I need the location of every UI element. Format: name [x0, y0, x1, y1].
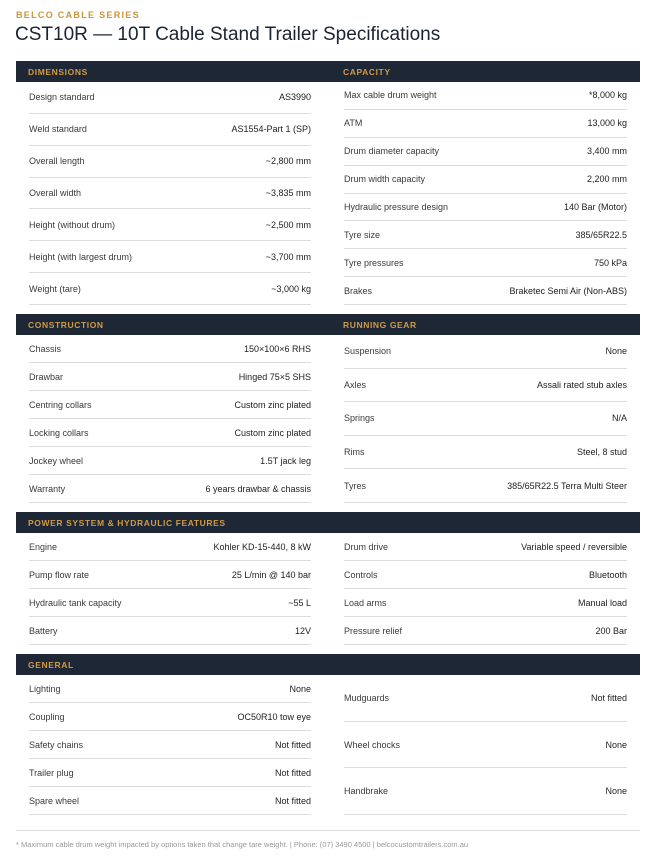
spec-value: 385/65R22.5 Terra Multi Steer — [507, 480, 627, 491]
spec-value: Bluetooth — [588, 569, 627, 580]
spec-label: Pump flow rate — [29, 569, 90, 580]
spec-row — [344, 469, 627, 503]
spec-value: ~2,500 mm — [265, 219, 311, 230]
spec-row — [29, 209, 311, 241]
spec-value: ~3,700 mm — [265, 251, 311, 262]
spec-label: Overall length — [29, 156, 85, 167]
spec-value: 150×100×6 RHS — [243, 343, 311, 354]
spec-label: Controls — [344, 569, 378, 580]
capacity-list — [344, 82, 627, 305]
spec-label: Overall width — [29, 188, 82, 198]
spec-value: *8,000 kg — [588, 90, 627, 101]
spec-value: None — [605, 346, 627, 357]
spec-label: Drawbar — [29, 371, 64, 382]
spec-label: Tyre size — [344, 229, 381, 240]
spec-value: 6 years drawbar & chassis — [205, 483, 311, 494]
spec-label: Chassis — [29, 343, 62, 354]
spec-row — [344, 110, 627, 138]
general-right-list — [344, 675, 627, 815]
spec-row — [344, 82, 627, 110]
spec-value: 385/65R22.5 — [575, 229, 627, 240]
spec-value: AS1554-Part 1 (SP) — [231, 124, 311, 135]
page-title: CST10R — 10T Cable Stand Trailer Specifications — [15, 24, 441, 45]
spec-value: N/A — [611, 413, 627, 424]
construction-list — [29, 335, 311, 503]
spec-value: 1.5T jack leg — [260, 455, 311, 466]
spec-value: Not fitted — [274, 739, 311, 750]
spec-value: ~2,800 mm — [265, 156, 311, 167]
spec-value: None — [605, 786, 627, 797]
spec-label: Springs — [344, 413, 375, 424]
spec-label: Jockey wheel — [29, 455, 84, 466]
spec-row — [29, 114, 311, 146]
spec-row — [29, 675, 311, 703]
spec-row — [29, 82, 311, 114]
section-title-running-gear: RUNNING GEAR — [343, 320, 417, 330]
spec-row — [344, 249, 627, 277]
spec-label: Locking collars — [29, 427, 89, 438]
spec-row — [29, 533, 311, 561]
spec-label: Suspension — [344, 346, 392, 357]
spec-value: Manual load — [577, 597, 627, 608]
general-left-list — [29, 675, 311, 815]
spec-row — [344, 138, 627, 166]
spec-label: Tyres — [344, 480, 367, 491]
spec-row — [29, 589, 311, 617]
power-right-list — [344, 533, 627, 645]
spec-value: OC50R10 tow eye — [237, 711, 311, 722]
spec-value: Not fitted — [274, 767, 311, 778]
spec-row — [29, 146, 311, 178]
spec-value: AS3990 — [278, 92, 311, 103]
spec-label: Height (with largest drum) — [29, 251, 133, 262]
spec-row — [344, 675, 627, 722]
spec-label: Brakes — [344, 285, 373, 296]
spec-row — [344, 533, 627, 561]
spec-value: Braketec Semi Air (Non-ABS) — [509, 285, 627, 296]
spec-value: 13,000 kg — [587, 118, 627, 129]
spec-label: Height (without drum) — [29, 219, 116, 230]
spec-value: Not fitted — [274, 795, 311, 806]
spec-row — [29, 617, 311, 645]
spec-row — [29, 273, 311, 305]
spec-label: Handbrake — [344, 786, 389, 797]
spec-row — [344, 402, 627, 436]
spec-label: Hydraulic pressure design — [344, 201, 449, 212]
footer-note: * Maximum cable drum weight impacted by options taken that change tare weight. | Phone: (07) 3490 4500 | belcocustomtrailers.com.au — [16, 840, 469, 849]
spec-row — [29, 475, 311, 503]
spec-row — [29, 363, 311, 391]
section-title-power: POWER SYSTEM & HYDRAULIC FEATURES — [28, 518, 226, 528]
spec-label: Engine — [29, 541, 58, 552]
spec-row — [29, 419, 311, 447]
spec-value: 3,400 mm — [586, 146, 627, 157]
spec-value: ~3,000 kg — [271, 283, 311, 294]
spec-value: ~3,835 mm — [265, 188, 311, 198]
spec-label: Battery — [29, 625, 58, 636]
spec-label: Hydraulic tank capacity — [29, 597, 122, 608]
spec-row — [29, 731, 311, 759]
spec-label: Lighting — [29, 683, 61, 694]
spec-value: Assali rated stub axles — [536, 379, 627, 390]
spec-row — [344, 768, 627, 815]
spec-row — [29, 703, 311, 731]
section-title-dimensions: DIMENSIONS — [28, 67, 88, 77]
section-title-general: GENERAL — [28, 660, 74, 670]
spec-value: Hinged 75×5 SHS — [238, 371, 311, 382]
spec-value: 140 Bar (Motor) — [563, 201, 627, 212]
eyebrow-label: BELCO CABLE SERIES — [16, 10, 140, 20]
spec-value: Kohler KD-15-440, 8 kW — [213, 541, 311, 552]
spec-row — [344, 722, 627, 769]
spec-row — [344, 589, 627, 617]
spec-label: Max cable drum weight — [344, 90, 437, 101]
spec-value: None — [289, 683, 311, 694]
spec-label: Pressure relief — [344, 625, 403, 636]
spec-row — [344, 561, 627, 589]
spec-row — [344, 369, 627, 403]
dimensions-list — [29, 82, 311, 305]
spec-value: Steel, 8 stud — [576, 447, 627, 458]
spec-row — [344, 221, 627, 249]
section-title-capacity: CAPACITY — [343, 67, 391, 77]
spec-value: 12V — [294, 625, 311, 636]
spec-label: Tyre pressures — [344, 257, 404, 268]
spec-label: Wheel chocks — [344, 739, 401, 750]
spec-value: 2,200 mm — [586, 174, 627, 185]
spec-label: Design standard — [29, 92, 95, 103]
spec-label: Coupling — [29, 711, 65, 722]
spec-row — [29, 787, 311, 815]
spec-value: 200 Bar — [595, 625, 627, 636]
spec-row — [29, 561, 311, 589]
spec-label: Load arms — [344, 597, 387, 608]
spec-label: Weld standard — [29, 124, 87, 135]
spec-label: Drum width capacity — [344, 174, 426, 185]
spec-row — [29, 178, 311, 210]
spec-label: ATM — [344, 118, 363, 129]
section-header-general — [16, 654, 640, 675]
spec-label: Safety chains — [29, 739, 84, 750]
spec-label: Trailer plug — [29, 767, 74, 778]
footer-divider — [16, 830, 640, 831]
spec-row — [29, 759, 311, 787]
spec-row — [344, 436, 627, 470]
section-title-construction: CONSTRUCTION — [28, 320, 104, 330]
spec-row — [29, 447, 311, 475]
spec-row — [344, 277, 627, 305]
spec-label: Drum diameter capacity — [344, 146, 440, 157]
spec-row — [344, 194, 627, 222]
spec-row — [344, 617, 627, 645]
spec-label: Drum drive — [344, 541, 389, 552]
spec-row — [29, 335, 311, 363]
running-gear-list — [344, 335, 627, 503]
spec-value: Variable speed / reversible — [521, 541, 627, 552]
spec-label: Spare wheel — [29, 795, 80, 806]
spec-value: 750 kPa — [593, 257, 627, 268]
spec-label: Rims — [344, 447, 365, 458]
spec-value: Custom zinc plated — [234, 427, 311, 438]
power-left-list — [29, 533, 311, 645]
spec-value: Custom zinc plated — [234, 399, 311, 410]
spec-label: Warranty — [29, 483, 66, 494]
section-header-power — [16, 512, 640, 533]
spec-value: ~55 L — [288, 597, 311, 608]
spec-row — [29, 391, 311, 419]
spec-label: Axles — [344, 379, 367, 390]
section-header-construction-running-gear — [16, 314, 640, 335]
section-header-dimensions-capacity — [16, 61, 640, 82]
spec-value: None — [605, 739, 627, 750]
spec-row — [344, 166, 627, 194]
spec-row — [29, 241, 311, 273]
spec-value: Not fitted — [590, 692, 627, 703]
spec-label: Weight (tare) — [29, 283, 81, 294]
spec-label: Mudguards — [344, 692, 390, 703]
spec-value: 25 L/min @ 140 bar — [231, 569, 311, 580]
spec-label: Centring collars — [29, 399, 92, 410]
spec-row — [344, 335, 627, 369]
